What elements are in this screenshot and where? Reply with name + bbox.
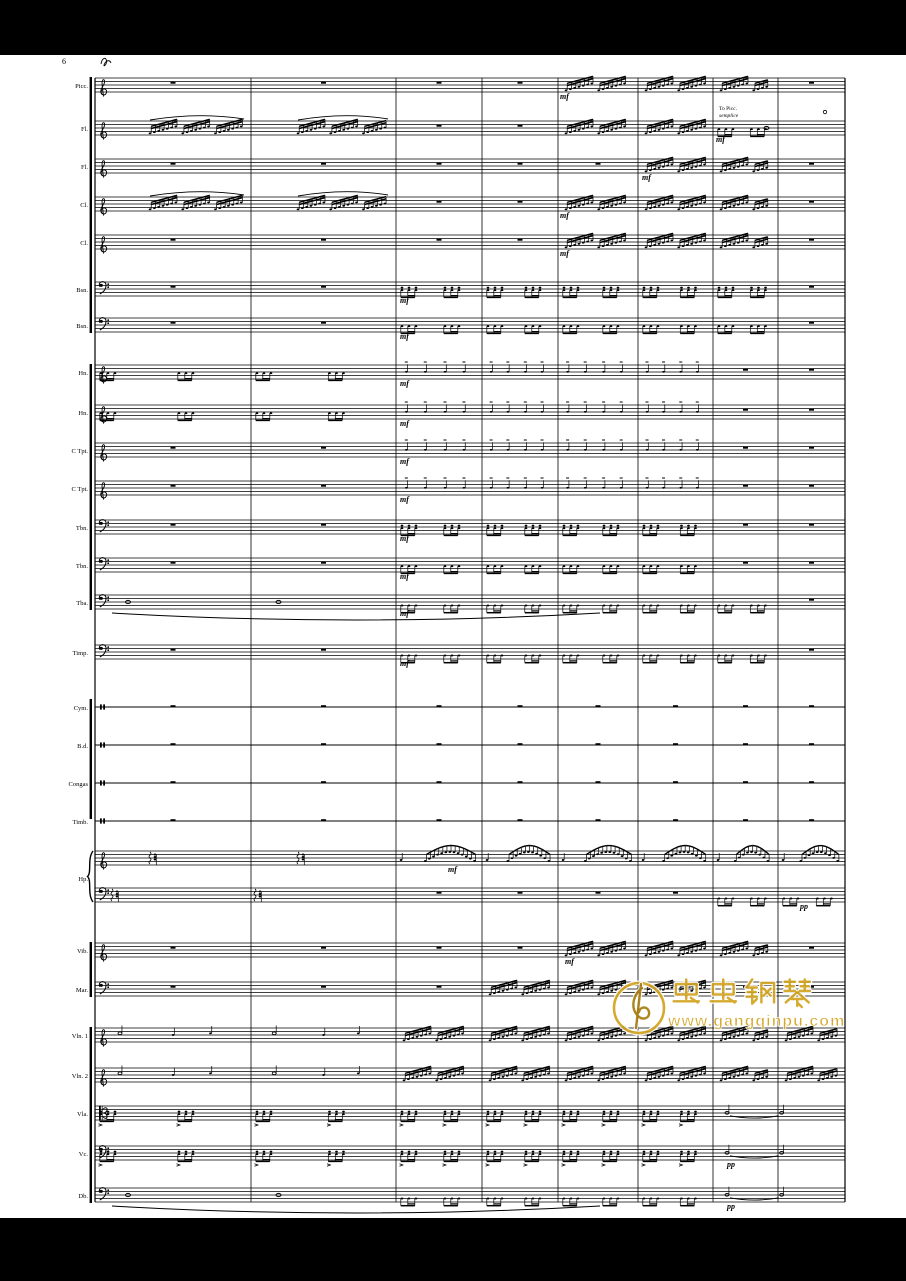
dynamic-marking: pp — [727, 1160, 735, 1169]
staff-tba — [76, 595, 845, 620]
instrument-label: B.d. — [77, 743, 88, 750]
staff-ctpt — [72, 478, 846, 505]
group-brackets — [88, 77, 94, 1203]
dynamic-marking: pp — [800, 902, 808, 911]
dynamic-marking: mf — [642, 173, 651, 182]
instrument-label: Fl. — [80, 164, 88, 171]
staff-cym — [74, 704, 845, 712]
staff-tbn — [76, 520, 845, 543]
staff-ctpt — [72, 440, 846, 467]
dynamic-marking: mf — [448, 865, 457, 874]
brand-char — [785, 979, 810, 1007]
dynamic-marking: mf — [560, 249, 569, 258]
staff-vc — [79, 1145, 845, 1169]
instrument-label: Vc. — [78, 1151, 88, 1158]
instrument-label: Fl. — [80, 126, 88, 133]
instrument-label: Cl. — [80, 202, 88, 209]
staff-fl — [81, 157, 845, 182]
instrument-label: Tbn. — [75, 563, 88, 570]
staff-timb — [73, 818, 845, 826]
page-number: 6 — [62, 57, 66, 66]
dynamic-marking: mf — [400, 609, 409, 618]
dynamic-marking: mf — [560, 211, 569, 220]
staff-text: To Picc. — [719, 106, 737, 112]
instrument-label: Hn. — [78, 370, 88, 377]
instrument-label: Vln. 1 — [71, 1033, 88, 1040]
brand-char — [746, 979, 774, 1003]
brand-char — [674, 979, 699, 1002]
instrument-label: Cym. — [73, 705, 88, 712]
staff-vla — [77, 1105, 845, 1127]
dynamic-marking: mf — [400, 332, 409, 341]
dynamic-marking: mf — [716, 135, 725, 144]
staff-bsn — [76, 282, 845, 305]
staff-cl — [80, 192, 845, 220]
dynamic-marking: mf — [560, 92, 569, 101]
instrument-label: C Tpt. — [71, 486, 88, 493]
staff-vib — [77, 941, 845, 966]
instrument-label: Tba. — [76, 600, 88, 607]
dynamic-marking: pp — [727, 1202, 735, 1211]
staff-hp — [78, 846, 845, 884]
instrument-label: Hp. — [78, 876, 88, 883]
dynamic-marking: mf — [400, 534, 409, 543]
instrument-label: Cl. — [80, 240, 88, 247]
staff-timp — [73, 645, 845, 668]
dynamic-marking: mf — [400, 572, 409, 581]
instrument-label: Timp. — [72, 650, 88, 657]
brand-url: www.gangqinpu.com — [668, 1013, 846, 1030]
watermark — [614, 979, 845, 1033]
instrument-label: Mar. — [75, 987, 88, 994]
dynamic-marking: mf — [565, 957, 574, 966]
staff-text: semplice — [719, 113, 739, 119]
staff-db — [78, 1187, 845, 1213]
instrument-label: C Tpt. — [71, 448, 88, 455]
dynamic-marking: mf — [400, 495, 409, 504]
instrument-label: Db. — [78, 1193, 88, 1200]
instrument-label: Hn. — [78, 410, 88, 417]
staff-hn — [78, 402, 845, 429]
dynamic-marking: mf — [400, 419, 409, 428]
staff-congas — [69, 780, 846, 788]
staff-hn — [78, 362, 845, 389]
dynamic-marking: mf — [400, 659, 409, 668]
instrument-label: Tbn. — [75, 525, 88, 532]
staff-vln2 — [72, 1066, 845, 1087]
brand-char — [711, 979, 736, 1002]
tempo-mark — [101, 58, 111, 65]
instrument-label: Bsn. — [76, 323, 88, 330]
instrument-label: Timb. — [72, 819, 88, 826]
instrument-label: Picc. — [75, 83, 88, 90]
instrument-label: Congas — [68, 781, 88, 788]
staff-tbn — [76, 558, 845, 581]
instrument-label: Bsn. — [76, 287, 88, 294]
dynamic-marking: mf — [400, 379, 409, 388]
instrument-label: Vla. — [76, 1111, 88, 1118]
staff-cl — [80, 233, 845, 258]
instrument-label: Vib. — [77, 948, 88, 955]
staff-bd — [77, 742, 845, 750]
instrument-label: Vln. 2 — [71, 1073, 88, 1080]
staff-picc — [75, 76, 845, 101]
dynamic-marking: mf — [400, 296, 409, 305]
staff-bsn — [76, 318, 845, 341]
staff-hp-bass — [95, 888, 845, 911]
dynamic-marking: mf — [400, 457, 409, 466]
